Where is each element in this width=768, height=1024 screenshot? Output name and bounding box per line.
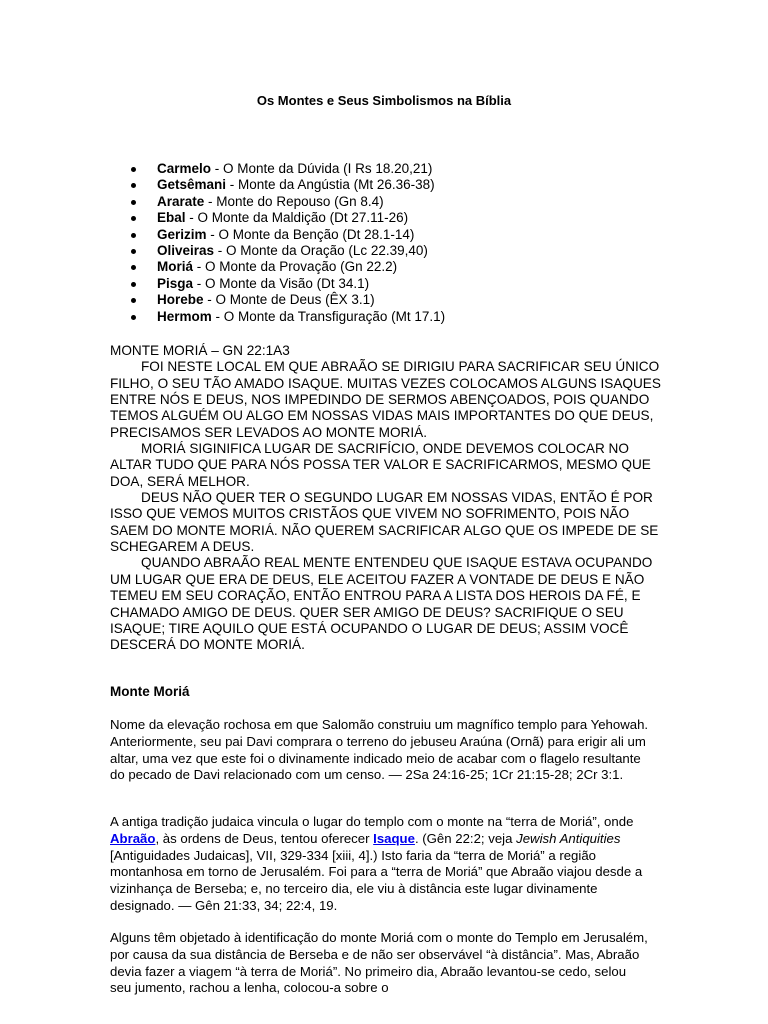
mountain-description: - O Monte da Oração (Lc 22.39,40) [214, 243, 428, 259]
list-item [131, 227, 445, 243]
book-title: Jewish Antiquities [516, 830, 621, 846]
paragraph: DEUS NÃO QUER TER O SEGUNDO LUGAR EM NOSSAS VIDAS, ENTÃO É POR ISSO QUE VEMOS MUITOS CRISTÃOS QUE VIVEM NO SOFRIMENTO, POIS NÃO SAEM DO MONTE MORIÁ. NÃO QUEREM SACRIFICAR ALGO QUE OS IMPEDE DE SE SCHEGAREM A DEUS. [110, 490, 659, 555]
section-heading: Monte Moriá [110, 684, 190, 699]
paragraph: QUANDO ABRAÃO REAL MENTE ENTENDEU QUE ISAQUE ESTAVA OCUPANDO UM LUGAR QUE ERA DE DEUS, ELE ACEITOU FAZER A VONTADE DE DEUS E NÃO TEMEU EM SEU CORAÇÃO, ENTÃO ENTROU PARA A LISTA DOS HEROIS DA FÉ, E CHAMADO AMIGO DE DEUS. QUER SER AMIGO DE DEUS? SACRIFIQUE O SEU ISAQUE; TIRE AQUILO QUE ESTÁ OCUPANDO O LUGAR DE DEUS; ASSIM VOCÊ DESCERÁ DO MONTE MORIÁ. [110, 555, 653, 653]
mountain-name: Carmelo [157, 161, 212, 176]
bullet-icon [131, 167, 136, 172]
list-item [131, 210, 445, 226]
paragraph: MORIÁ SIGINIFICA LUGAR DE SACRIFÍCIO, ONDE DEVEMOS COLOCAR NO ALTAR TUDO QUE PARA NÓS POSSA TER VALOR E SACRIFICARMOS, MESMO QUE DOA, SERÁ MELHOR. [110, 441, 651, 489]
mountain-description: - O Monte da Dúvida (I Rs 18.20,21) [211, 161, 433, 176]
list-item [131, 292, 445, 308]
mountain-description: - O Monte da Visão (Dt 34.1) [193, 275, 370, 291]
mountains-list [131, 161, 445, 325]
mountain-description: - O Monte de Deus (ÊX 3.1) [203, 292, 375, 308]
mountain-description: - Monte do Repouso (Gn 8.4) [204, 193, 384, 209]
mountain-name: Horebe [157, 292, 204, 308]
mountain-name: Ebal [157, 210, 186, 226]
bullet-icon [131, 233, 136, 238]
isaque-link[interactable]: Isaque [373, 830, 415, 846]
text-run: . (Gên 22:2; veja [414, 830, 517, 846]
bullet-icon [131, 282, 136, 287]
mountain-name: Ararate [157, 193, 205, 209]
list-item [131, 276, 445, 292]
abraao-link[interactable]: Abraão [110, 830, 156, 846]
mountain-description: - O Monte da Provação (Gn 22.2) [193, 259, 398, 275]
list-item [131, 194, 445, 210]
mountain-name: Moriá [157, 259, 194, 275]
paragraph: Nome da elevação rochosa em que Salomão construiu um magnífico templo para Yehowah. Anteriormente, seu pai Davi comprara o terreno do jebuseu Araúna (Ornã) para erigir ali um altar, uma vez que este foi o divinamente indicado meio de acabar com o flagelo resultante do pecado de Davi relacionado com um censo. — 2Sa 24:16-25; 1Cr 21:15-28; 2Cr 3:1. [110, 717, 649, 783]
bullet-icon [131, 249, 136, 254]
section-heading: MONTE MORIÁ – GN 22:1A3 [110, 343, 290, 358]
paragraph [110, 814, 650, 915]
bullet-icon [131, 200, 136, 205]
text-run: , às ordens de Deus, tentou oferecer [155, 830, 374, 846]
list-item [131, 177, 445, 193]
mountain-description: - O Monte da Transfiguração (Mt 17.1) [211, 308, 446, 324]
bullet-icon [131, 265, 136, 270]
document-title: Os Montes e Seus Simbolismos na Bíblia [256, 93, 512, 108]
bullet-icon [131, 315, 136, 320]
list-item [131, 243, 445, 259]
mountain-name: Gerizim [157, 226, 207, 242]
mountain-description: - O Monte da Benção (Dt 28.1-14) [206, 226, 415, 242]
mountain-name: Hermom [157, 308, 212, 324]
bullet-icon [131, 216, 136, 221]
mountain-description: - Monte da Angústia (Mt 26.36-38) [226, 177, 435, 193]
mountain-name: Getsêmani [157, 177, 227, 193]
bullet-icon [131, 298, 136, 303]
text-run: A antiga tradição judaica vincula o lugar do templo com o monte na “terra de Moriá”, onde [110, 814, 634, 829]
paragraph: FOI NESTE LOCAL EM QUE ABRAÃO SE DIRIGIU PARA SACRIFICAR SEU ÚNICO FILHO, O SEU TÃO AMADO ISAQUE. MUITAS VEZES COLOCAMOS ALGUNS ISAQUES ENTRE NÓS E DEUS, NOS IMPEDINDO DE SERMOS ABENÇOADOS, POIS QUANDO TEMOS ALGUÉM OU ALGO EM NOSSAS VIDAS MAIS IMPORTANTES DO QUE DEUS, PRECISAMOS SER LEVADOS AO MONTE MORIÁ. [110, 359, 661, 440]
mountain-name: Pisga [157, 275, 194, 291]
bullet-icon [131, 183, 136, 188]
mountain-description: - O Monte da Maldição (Dt 27.11-26) [185, 210, 409, 226]
moria-uppercase-section [110, 343, 670, 654]
mountain-name: Oliveiras [157, 243, 215, 259]
list-item [131, 309, 445, 325]
paragraph: Alguns têm objetado à identificação do monte Moriá com o monte do Templo em Jerusalém, por causa da sua distância de Berseba e de não ser observável “à distância”. Mas, Abraão devia fazer a viagem “à terra de Moriá”. No primeiro dia, Abraão levantou-se cedo, selou seu jumento, rachou a lenha, colocou-a sobre o [110, 930, 648, 996]
list-item [131, 259, 445, 275]
text-run: [Antiguidades Judaicas], VII, 329-334 [xiii, 4].) Isto faria da “terra de Moriá” a região montanhosa em torno de Jerusalém. Foi para a “terra de Moriá” que Abraão viajou desde a vizinhança de Berseba; e, no terceiro dia, ele viu à distância este lugar divinamente designado. — Gên 21:33, 34; 22:4, 19. [110, 847, 643, 913]
list-item [131, 161, 445, 177]
